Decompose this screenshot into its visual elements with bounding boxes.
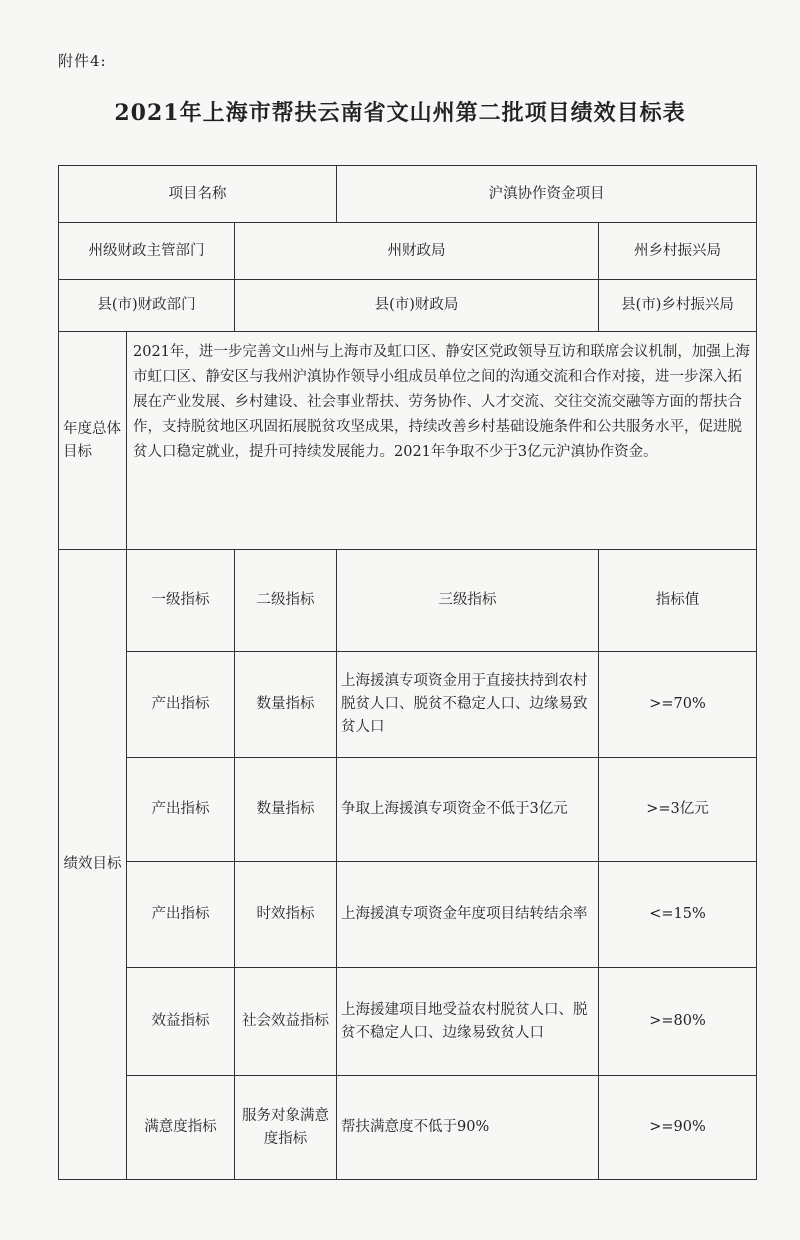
row-level3: 上海援建项目地受益农村脱贫人口、脱贫不稳定人口、边缘易致贫人口: [337, 968, 599, 1076]
row-value: <=15%: [599, 862, 757, 968]
dept-label: 州级财政主管部门: [59, 223, 235, 280]
performance-label: 绩效目标: [59, 550, 127, 1180]
header-level3: 三级指标: [337, 550, 599, 652]
header-level1: 一级指标: [127, 550, 235, 652]
row-level1: 产出指标: [127, 758, 235, 862]
row-value: >=3亿元: [599, 758, 757, 862]
table-row: [59, 1076, 757, 1180]
project-name-row: [59, 166, 757, 223]
dept-value-revitalization: 州乡村振兴局: [599, 223, 757, 280]
project-name-label: 项目名称: [59, 166, 337, 223]
annual-goal-row: [59, 332, 757, 550]
county-label: 县(市)财政部门: [59, 280, 235, 332]
project-name-value: 沪滇协作资金项目: [337, 166, 757, 223]
county-value-revitalization: 县(市)乡村振兴局: [599, 280, 757, 332]
row-level2: 社会效益指标: [235, 968, 337, 1076]
row-level3: 上海援滇专项资金年度项目结转结余率: [337, 862, 599, 968]
county-row: [59, 280, 757, 332]
row-level2: 数量指标: [235, 758, 337, 862]
row-level2: 服务对象满意度指标: [235, 1076, 337, 1180]
county-value-finance: 县(市)财政局: [235, 280, 599, 332]
document-title: 2021年上海市帮扶云南省文山州第二批项目绩效目标表: [114, 100, 686, 126]
dept-row: [59, 223, 757, 280]
row-level1: 满意度指标: [127, 1076, 235, 1180]
row-level2: 数量指标: [235, 652, 337, 758]
table-row: [59, 862, 757, 968]
table-row: [59, 968, 757, 1076]
attachment-label: 附件4:: [58, 52, 107, 70]
row-level3: 帮扶满意度不低于90%: [337, 1076, 599, 1180]
table-row: [59, 652, 757, 758]
annual-goal-text: 2021年，进一步完善文山州与上海市及虹口区、静安区党政领导互访和联席会议机制，加强上海市虹口区、静安区与我州沪滇协作领导小组成员单位之间的沟通交流和合作对接，进一步深入拓展在产业发展、乡村建设、社会事业帮扶、劳务协作、人才交流、交往交流交融等方面的帮扶合作，支持脱贫地区巩固拓展脱贫攻坚成果，持续改善乡村基础设施条件和公共服务水平，促进脱贫人口稳定就业，提升可持续发展能力。2021年争取不少于3亿元沪滇协作资金。: [127, 332, 757, 550]
performance-table: [58, 165, 757, 1180]
dept-value-finance: 州财政局: [235, 223, 599, 280]
row-value: >=90%: [599, 1076, 757, 1180]
annual-goal-label: 年度总体目标: [59, 332, 127, 550]
row-level3: 争取上海援滇专项资金不低于3亿元: [337, 758, 599, 862]
row-level1: 产出指标: [127, 652, 235, 758]
header-value: 指标值: [599, 550, 757, 652]
row-level1: 产出指标: [127, 862, 235, 968]
table-row: [59, 758, 757, 862]
row-level2: 时效指标: [235, 862, 337, 968]
row-level1: 效益指标: [127, 968, 235, 1076]
row-level3: 上海援滇专项资金用于直接扶持到农村脱贫人口、脱贫不稳定人口、边缘易致贫人口: [337, 652, 599, 758]
row-value: >=80%: [599, 968, 757, 1076]
row-value: >=70%: [599, 652, 757, 758]
header-level2: 二级指标: [235, 550, 337, 652]
header-row: [59, 550, 757, 652]
